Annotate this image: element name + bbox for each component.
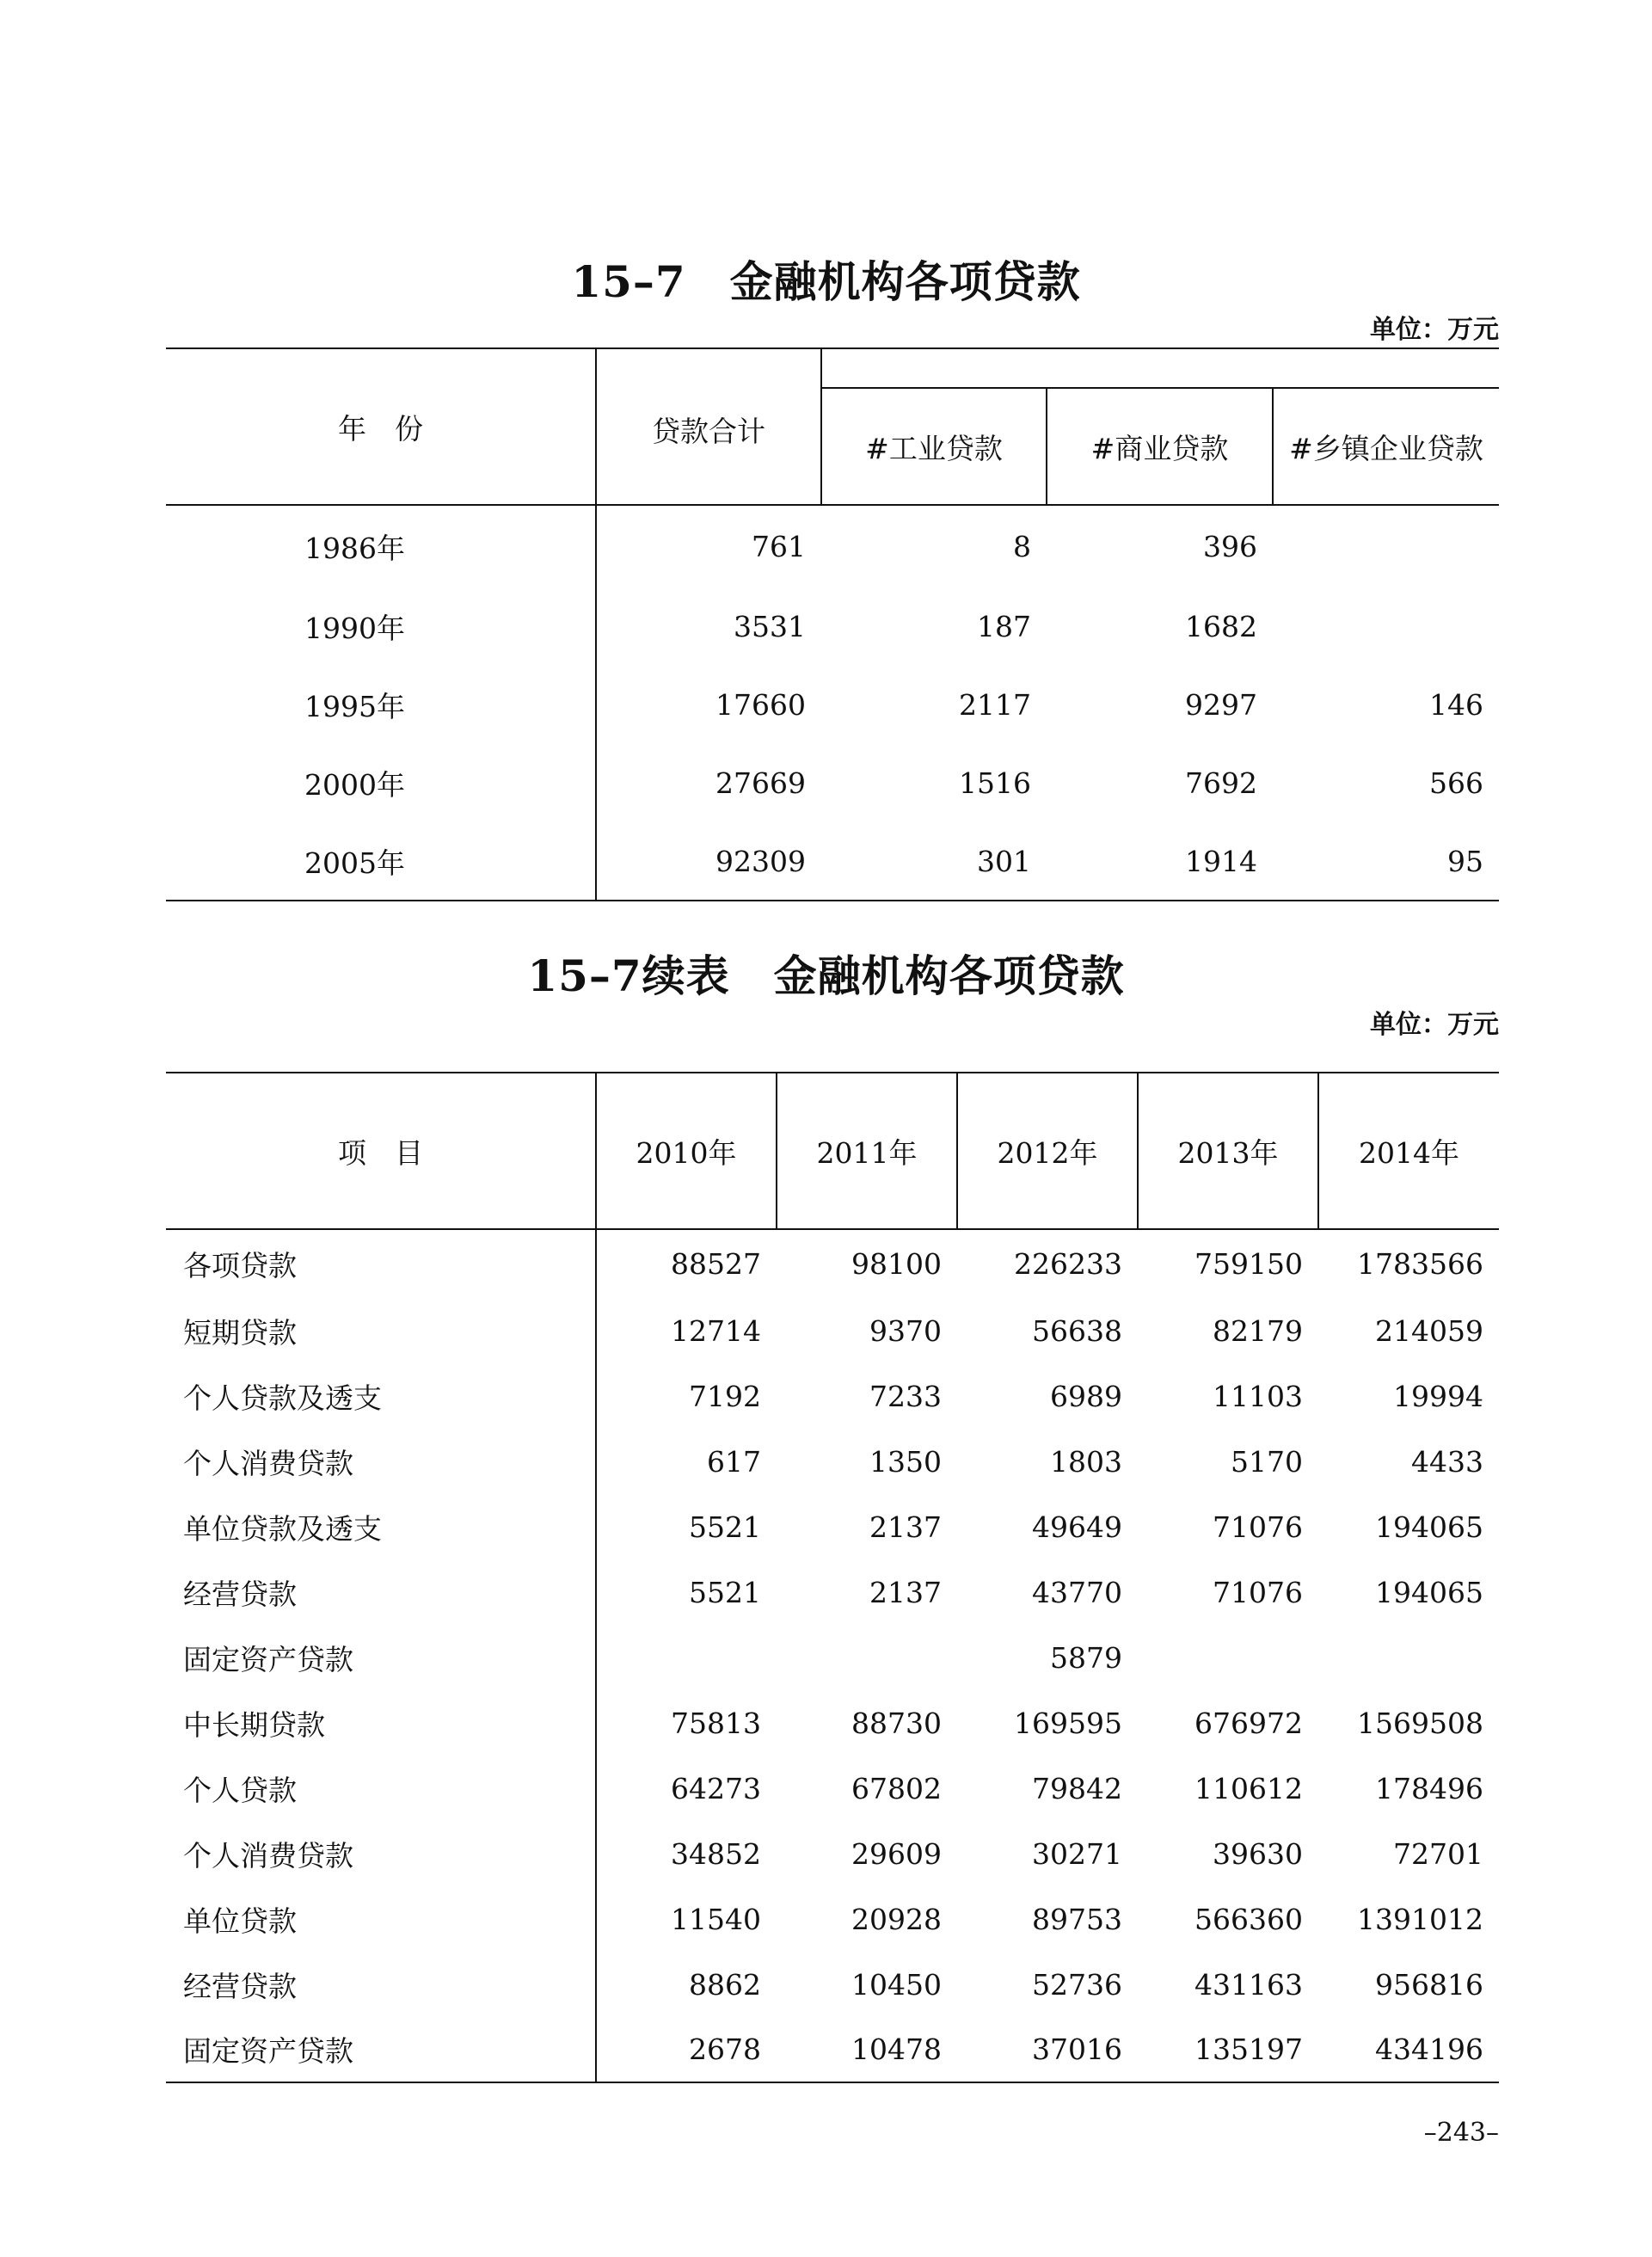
cell-2010年: 7192: [689, 1379, 761, 1413]
cell-township: [1273, 505, 1499, 587]
cell-2014年: 434196: [1375, 2033, 1483, 2066]
table-row: [166, 744, 1499, 822]
table-row: [166, 1690, 1499, 1756]
cell-2011年: 10478: [851, 2033, 942, 2066]
cell-total: 17660: [715, 688, 806, 722]
table1-unit: 单位：万元: [1370, 315, 1499, 345]
table1-title: 15–7 金融机构各项贷款: [571, 256, 1081, 307]
cell-industrial: 1516: [959, 766, 1031, 800]
cell-2011年: 2137: [869, 1510, 942, 1544]
row-item: 短期贷款: [166, 1298, 596, 1363]
cell-2010年: 5521: [689, 1575, 761, 1609]
cell-commercial: 396: [1203, 530, 1257, 563]
cell-2014年: 72701: [1393, 1836, 1483, 1871]
cell-2013年: 135197: [1194, 2033, 1303, 2066]
table-row: [166, 587, 1499, 666]
cell-2012年: 79842: [1032, 1771, 1122, 1805]
row-item: 个人贷款: [166, 1756, 596, 1821]
cell-2011年: 88730: [851, 1706, 942, 1740]
row-item: 经营贷款: [166, 1952, 596, 2017]
cell-2011年: 7233: [869, 1379, 942, 1413]
row-item: 固定资产贷款: [166, 1625, 596, 1690]
cell-2010年: 64273: [671, 1771, 761, 1805]
cell-2011年: [777, 1625, 957, 1690]
cell-2014年: 956816: [1375, 1967, 1483, 2002]
cell-2014年: 19994: [1393, 1379, 1483, 1413]
row-year: 1986年: [166, 505, 596, 587]
cell-2010年: 8862: [689, 1967, 761, 2002]
cell-2010年: 617: [707, 1444, 761, 1479]
table2-title: 15–7续表 金融机构各项贷款: [527, 950, 1125, 1001]
cell-township: 146: [1429, 688, 1484, 722]
header-industrial: #工业贷款: [821, 388, 1047, 505]
header-2014: 2014年: [1359, 1135, 1459, 1170]
table-row: [166, 1363, 1499, 1429]
row-year: 2005年: [166, 822, 596, 901]
cell-2012年: 30271: [1032, 1836, 1122, 1871]
header-year: 年 份: [166, 348, 596, 505]
cell-2013年: 71076: [1213, 1510, 1303, 1544]
cell-2014年: 1391012: [1357, 1902, 1483, 1936]
table-row: [166, 1429, 1499, 1494]
cell-total: 27669: [715, 766, 806, 800]
table-row: [166, 1756, 1499, 1821]
cell-2012年: 1803: [1050, 1444, 1122, 1479]
cell-2012年: 49649: [1032, 1510, 1122, 1544]
cell-2011年: 98100: [851, 1247, 942, 1281]
cell-2013年: 5170: [1231, 1444, 1303, 1479]
cell-2011年: 20928: [851, 1902, 942, 1936]
cell-2010年: 75813: [671, 1706, 761, 1740]
cell-2013年: 566360: [1194, 1902, 1303, 1936]
cell-commercial: 1682: [1185, 610, 1257, 643]
table2-unit: 单位：万元: [1370, 1010, 1499, 1040]
cell-2012年: 169595: [1014, 1706, 1122, 1740]
table-row: [166, 1298, 1499, 1363]
cell-2013年: 11103: [1213, 1379, 1303, 1413]
row-item: 经营贷款: [166, 1559, 596, 1625]
cell-2013年: [1138, 1625, 1318, 1690]
cell-2011年: 29609: [851, 1836, 942, 1871]
cell-2014年: 214059: [1375, 1313, 1483, 1348]
header-commercial: #商业贷款: [1047, 388, 1273, 505]
table-row: [166, 666, 1499, 744]
table1: [166, 347, 1499, 901]
page-number: –243–: [1423, 2118, 1499, 2148]
header-2013: 2013年: [1138, 1073, 1318, 1229]
cell-commercial: 9297: [1185, 688, 1257, 722]
cell-2011年: 67802: [851, 1771, 942, 1805]
cell-2012年: 43770: [1032, 1575, 1122, 1609]
cell-total: 92309: [715, 844, 806, 878]
cell-township: [1273, 587, 1499, 666]
cell-2014年: 1569508: [1357, 1706, 1483, 1740]
cell-2010年: 88527: [671, 1247, 761, 1281]
cell-2013年: 759150: [1194, 1247, 1303, 1281]
row-item: 个人消费贷款: [166, 1429, 596, 1494]
header-township: #乡镇企业贷款: [1273, 388, 1499, 505]
table-row: [166, 1494, 1499, 1559]
row-year: 2000年: [166, 744, 596, 822]
cell-2013年: 431163: [1194, 1967, 1303, 2002]
cell-2011年: 9370: [869, 1313, 942, 1348]
cell-2012年: 37016: [1032, 2033, 1122, 2066]
cell-commercial: 1914: [1185, 844, 1257, 878]
cell-2014年: 178496: [1375, 1771, 1483, 1805]
row-item: 单位贷款: [166, 1886, 596, 1952]
cell-2013年: 110612: [1194, 1771, 1303, 1805]
cell-2013年: 676972: [1194, 1706, 1303, 1740]
header-2012: 2012年: [957, 1073, 1138, 1229]
table-row: [166, 1229, 1499, 1298]
cell-2010年: 5521: [689, 1510, 761, 1544]
cell-2010年: 2678: [689, 2033, 761, 2066]
table-row: [166, 1952, 1499, 2017]
table-row: [166, 1821, 1499, 1886]
table2: [166, 1072, 1499, 2083]
cell-2014年: 194065: [1375, 1575, 1483, 1609]
cell-township: 566: [1429, 766, 1484, 800]
cell-2010年: 11540: [671, 1902, 761, 1936]
cell-2013年: 39630: [1213, 1836, 1303, 1871]
cell-industrial: 8: [1013, 530, 1031, 563]
table-row: [166, 822, 1499, 901]
table-row: [166, 1625, 1499, 1690]
cell-total: 3531: [734, 610, 806, 643]
header-total: 贷款合计: [652, 415, 765, 448]
row-item: 固定资产贷款: [166, 2017, 596, 2082]
cell-2014年: [1318, 1625, 1499, 1690]
cell-commercial: 7692: [1185, 766, 1257, 800]
cell-2013年: 82179: [1213, 1313, 1303, 1348]
row-year: 1995年: [166, 666, 596, 744]
cell-2010年: [596, 1625, 777, 1690]
cell-2011年: 2137: [869, 1575, 942, 1609]
cell-industrial: 2117: [959, 688, 1031, 722]
header-2011: 2011年: [777, 1073, 957, 1229]
cell-2012年: 89753: [1032, 1902, 1122, 1936]
table-row: [166, 2017, 1499, 2082]
table-row: [166, 1886, 1499, 1952]
cell-2012年: 52736: [1032, 1967, 1122, 2002]
table-row: [166, 1559, 1499, 1625]
cell-total: 761: [752, 530, 806, 563]
cell-2013年: 71076: [1213, 1575, 1303, 1609]
row-item: 单位贷款及透支: [166, 1494, 596, 1559]
cell-2010年: 34852: [671, 1836, 761, 1871]
cell-township: 95: [1447, 844, 1484, 878]
header-2010: 2010年: [596, 1073, 777, 1229]
cell-industrial: 187: [977, 610, 1031, 643]
cell-2011年: 10450: [851, 1967, 942, 2002]
row-item: 个人贷款及透支: [166, 1363, 596, 1429]
cell-2012年: 5879: [1050, 1640, 1122, 1675]
cell-2012年: 226233: [1014, 1247, 1122, 1281]
cell-2012年: 6989: [1050, 1379, 1122, 1413]
row-item: 中长期贷款: [166, 1690, 596, 1756]
cell-industrial: 301: [977, 844, 1031, 878]
cell-2012年: 56638: [1032, 1313, 1122, 1348]
cell-2014年: 1783566: [1357, 1247, 1483, 1281]
cell-2014年: 194065: [1375, 1510, 1483, 1544]
header-item: 项 目: [166, 1073, 596, 1229]
row-item: 各项贷款: [166, 1229, 596, 1298]
row-year: 1990年: [166, 587, 596, 666]
table-row: [166, 505, 1499, 587]
cell-2010年: 12714: [671, 1313, 761, 1348]
cell-2014年: 4433: [1411, 1444, 1483, 1479]
row-item: 个人消费贷款: [166, 1821, 596, 1886]
cell-2011年: 1350: [869, 1444, 942, 1479]
